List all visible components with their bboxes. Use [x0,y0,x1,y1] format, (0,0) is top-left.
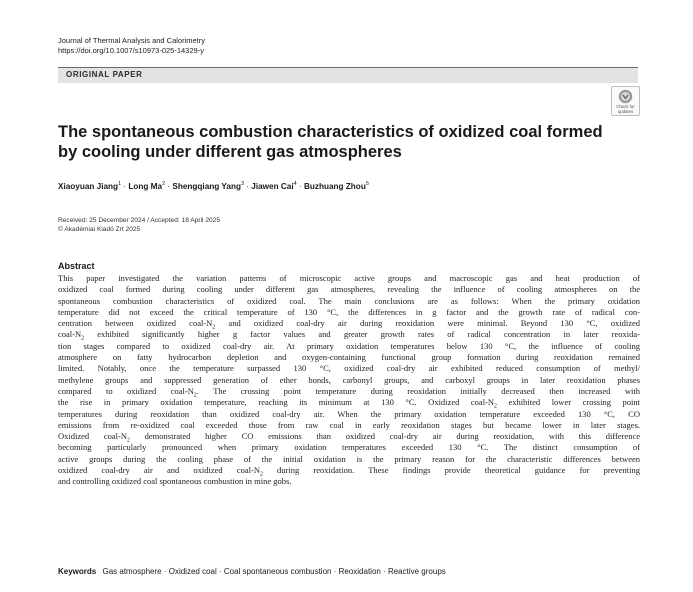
subscript: 2 [212,324,216,331]
abstract-text: centration between oxidized coal-N [58,318,213,329]
author-affiliation-marker[interactable]: 1 [118,181,122,187]
abstract-line [58,352,640,363]
author-affiliation-marker[interactable]: 4 [293,181,297,187]
keyword-separator: · [380,567,388,576]
section-label: ORIGINAL PAPER [66,70,143,79]
received-accepted: Received: 25 December 2024 / Accepted: 18 April 2025 [58,217,221,224]
keyword-separator: · [331,567,339,576]
abstract-text: demonstrated higher CO emissions than oxidized coal-dry air during reoxidation, with this difference [129,431,640,442]
abstract-line [58,397,640,408]
keyword-separator: · [161,567,169,576]
keyword[interactable]: Coal spontaneous combustion [223,567,332,576]
title-line-2: by cooling under different gas atmospheres [58,143,402,161]
author-affiliation-marker[interactable]: 3 [240,181,245,187]
badge-label [612,105,639,114]
author-name[interactable]: Long Ma [128,182,163,191]
abstract-body [58,273,640,488]
abstract-line [58,273,640,284]
section-banner [58,67,638,83]
copyright: © Akadémiai Kiadó Zrt 2025 [58,226,141,233]
abstract-text: emissions from re-oxidized coal exceeded those from raw coal in early reoxidation stages but became lower in later stages. [58,419,640,430]
subscript: 2 [193,392,197,399]
abstract-line [58,465,640,476]
check-for-updates-badge[interactable] [611,86,640,116]
abstract-text: exhibited significantly higher g factor values and greater growth rates of radical concentration in later reoxida- [84,329,640,340]
author-separator: · [121,182,129,191]
author-separator: · [244,182,252,191]
title-line-1: The spontaneous combustion characteristics of oxidized coal formed [58,123,603,141]
abstract-line [58,329,640,343]
abstract-line [58,318,640,329]
abstract-text: temperatures during reoxidation than oxidized coal-dry air. When the primary oxidation temperature exceeded 130 °C, CO [58,408,640,419]
badge-line-1: Check for [616,104,635,109]
abstract-line [58,375,640,386]
journal-header [58,36,205,56]
abstract-line [58,420,640,431]
author-name[interactable]: Xiaoyuan Jiang [58,182,119,191]
paper-title [58,122,618,162]
abstract-text: and oxidized coal-dry air during reoxidation were minimal. Beyond 130 °C, oxidized [215,318,640,329]
abstract-text: and controlling oxidized coal spontaneous combustion in mine gobs. [58,476,292,487]
doi-link[interactable]: https://doi.org/10.1007/s10973-025-14329-y [58,46,204,55]
abstract-text: spontaneous combustion characteristics of oxidized coal. The main conclusions are as follows: When the primary oxidation [58,295,640,306]
abstract-text: active groups during the cooling phase of the initial oxidation is the primary reason for the characteristic differences between [58,453,640,464]
abstract-line [58,307,640,318]
abstract-text: exhibited lower crossing point [496,397,640,408]
subscript: 2 [127,437,130,444]
subscript: 2 [81,336,85,343]
abstract-text: This paper investigated the variation patterns of microscopic active groups and macroscopic gas and heat production of [58,273,640,283]
keyword[interactable]: Gas atmosphere [102,567,162,576]
author-name[interactable]: Jiawen Cai [251,182,294,191]
subscript: 2 [494,403,497,410]
keyword[interactable]: Oxidized coal [168,567,217,576]
abstract-text: oxidized coal formed during cooling under different gas atmospheres, revealing the influence of cooling atmospheres on the [58,284,640,295]
check-for-updates-icon [618,89,633,104]
abstract-line [58,363,640,374]
abstract-text: . The crossing point temperature during reoxidation initially decreased then increased with [196,385,640,396]
author-list [58,181,369,191]
author-name[interactable]: Shengqiang Yang [172,182,241,191]
author-name[interactable]: Buzhuang Zhou [303,182,366,191]
abstract-line [58,431,640,442]
abstract-text: tion stages compared to oxidized coal-dry air. At primary oxidation temperatures below 130 °C, the influence of cooling [58,340,640,351]
keywords-line [58,567,446,576]
subscript: 2 [259,471,263,478]
keyword-separator: · [216,567,224,576]
abstract-text: temperature did not exceed the critical temperature of 130 °C, the differences in g factor and the growth rate of radical con- [58,306,640,317]
abstract-line [58,341,640,352]
abstract-text: atmosphere on fatty hydrocarbon depletion and oxygen-containing functional group formation during reoxidation remained [58,352,640,363]
abstract-line [58,442,640,453]
keyword[interactable]: Reactive groups [387,567,446,576]
badge-line-2: updates [617,108,634,114]
journal-name: Journal of Thermal Analysis and Calorimetry [58,36,206,45]
abstract-line [58,386,640,397]
author-separator: · [296,182,304,191]
abstract-text: Oxidized coal-N [58,431,128,442]
abstract-text: becoming particularly pronounced when primary oxidation temperatures exceeded 130 °C. The distinct consumption of [58,442,640,453]
abstract-text: oxidized coal-dry air and oxidized coal-N [58,465,260,476]
abstract-line [58,409,640,420]
author-affiliation-marker[interactable]: 2 [162,181,166,187]
keywords-label: Keywords [58,567,97,576]
abstract-text: compared to oxidized coal-N [58,385,194,396]
abstract-line [58,476,640,487]
abstract-text: the rise in primary oxidation temperature, reaching its minimum at 130 °C. Oxidized coal-N [58,397,495,408]
abstract-line [58,454,640,465]
publication-dates [58,216,220,234]
abstract-text: limited. Notably, once the temperature surpassed 130 °C, oxidized coal-dry air exhibited reduced consumption of methyl/ [58,363,640,374]
abstract-line [58,284,640,295]
abstract-heading: Abstract [58,261,95,271]
author-separator: · [165,182,173,191]
abstract-text: coal-N [58,329,82,340]
abstract-line [58,296,640,307]
keyword[interactable]: Reoxidation [338,567,381,576]
abstract-text: methylene groups and suppressed generation of ether bonds, carbonyl groups, and carboxyl groups in later reoxidation phases [58,374,640,385]
abstract-text: during reoxidation. These findings provide theoretical guidance for preventing [262,465,641,476]
author-affiliation-marker[interactable]: 5 [365,181,369,187]
